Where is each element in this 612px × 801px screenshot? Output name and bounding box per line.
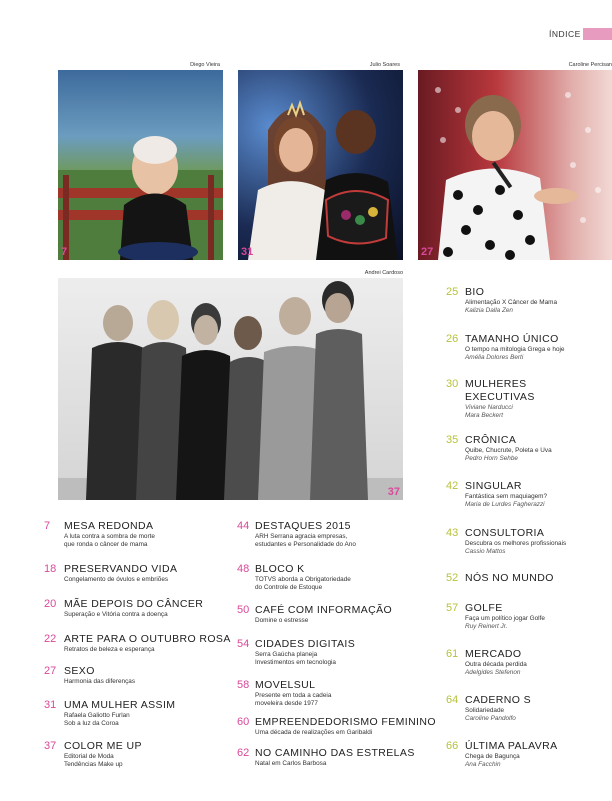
photo-credit: Diego Vieira	[190, 62, 220, 68]
photo-credit: Caroline Percisan	[568, 62, 612, 68]
toc-title: MOVELSUL	[255, 679, 316, 691]
toc-author: Pedro Horn Sehbe	[465, 455, 518, 462]
toc-page-number: 62	[237, 747, 250, 759]
toc-subtitle: Retratos de beleza e esperança	[64, 646, 155, 653]
toc-entry[interactable]	[237, 563, 437, 593]
toc-subtitle: Solidariedade	[465, 707, 505, 714]
toc-entry[interactable]	[44, 520, 229, 550]
toc-title	[465, 378, 575, 404]
toc-page-number: 27	[44, 665, 57, 677]
toc-page-number: 60	[237, 716, 250, 728]
toc-entry[interactable]	[44, 699, 229, 729]
toc-subtitle: Alimentação X Câncer de Mama	[465, 299, 557, 306]
toc-page-number: 37	[44, 740, 57, 752]
toc-subtitle: que ronda o câncer de mama	[64, 541, 148, 548]
toc-author: Adelgides Stefenon	[465, 669, 521, 676]
toc-page-number: 7	[44, 520, 51, 532]
toc-author: Viviane Narducci	[465, 404, 513, 411]
toc-title: ÚLTIMA PALAVRA	[465, 740, 558, 752]
toc-page-number: 50	[237, 604, 250, 616]
toc-page-number: 35	[446, 434, 459, 446]
photo-credit: Julio Soares	[369, 62, 400, 68]
toc-author: Cassio Mattos	[465, 548, 506, 555]
toc-subtitle: Outra década perdida	[465, 661, 527, 668]
toc-author: Amélia Dolores Berti	[465, 354, 524, 361]
toc-entry[interactable]	[446, 378, 612, 422]
toc-title: CIDADES DIGITAIS	[255, 638, 356, 650]
toc-subtitle: ARH Serrana agracia empresas,	[255, 533, 348, 540]
section-label: ÍNDICE	[549, 29, 581, 39]
toc-title: MÃE DEPOIS DO CÂNCER	[64, 598, 204, 610]
toc-title: CONSULTORIA	[465, 527, 545, 539]
toc-subtitle: Serra Gaúcha planeja	[255, 651, 318, 658]
toc-entry[interactable]	[237, 716, 437, 740]
photo-page-number: 27	[421, 246, 434, 258]
photo-illustration	[418, 70, 612, 260]
toc-entry[interactable]	[446, 434, 612, 464]
toc-subtitle: moveleira desde 1977	[255, 700, 318, 707]
photo-uma-mulher-assim	[238, 70, 403, 260]
toc-author: Ruy Reinert Jr.	[465, 623, 508, 630]
toc-author: Kalizia Dalla Zen	[465, 307, 513, 314]
toc-author: Mara Beckert	[465, 412, 504, 419]
toc-subtitle: Quibe, Chucrute, Poleta e Uva	[465, 447, 552, 454]
toc-page-number: 43	[446, 527, 459, 539]
toc-page-number: 61	[446, 648, 459, 660]
toc-subtitle: Natal em Carlos Barbosa	[255, 760, 327, 767]
toc-page-number: 64	[446, 694, 459, 706]
toc-page-number: 42	[446, 480, 459, 492]
toc-page-number: 52	[446, 572, 459, 584]
toc-title: NÓS NO MUNDO	[465, 572, 554, 584]
toc-entry[interactable]	[446, 480, 612, 510]
toc-entry[interactable]	[446, 648, 612, 678]
toc-title: TAMANHO ÚNICO	[465, 333, 559, 345]
toc-subtitle: Rafaela Galiotto Furlan	[64, 712, 130, 719]
toc-subtitle: Chega de Bagunça	[465, 753, 520, 760]
toc-entry[interactable]	[446, 602, 612, 632]
toc-author: Ana Facchin	[465, 761, 501, 768]
toc-entry[interactable]	[44, 665, 229, 689]
toc-title: UMA MULHER ASSIM	[64, 699, 176, 711]
toc-title: BLOCO K	[255, 563, 305, 575]
toc-subtitle: Fantástica sem maquiagem?	[465, 493, 548, 500]
toc-subtitle: Domine o estresse	[255, 617, 309, 624]
toc-page-number: 30	[446, 378, 459, 390]
photo-page-number: 37	[387, 486, 400, 498]
toc-page-number: 66	[446, 740, 459, 752]
toc-title: MERCADO	[465, 648, 522, 660]
toc-title: CADERNO S	[465, 694, 532, 706]
toc-title: MESA REDONDA	[64, 520, 154, 532]
toc-page-number: 54	[237, 638, 250, 650]
toc-title: GOLFE	[465, 602, 503, 614]
toc-subtitle: Editorial de Moda	[64, 753, 114, 760]
toc-entry[interactable]	[237, 604, 437, 628]
toc-subtitle: Harmonia das diferenças	[64, 678, 136, 685]
toc-entry[interactable]	[44, 563, 229, 587]
toc-page-number: 57	[446, 602, 459, 614]
toc-entry[interactable]	[446, 527, 612, 557]
photo-page-number: 31	[241, 246, 254, 258]
toc-subtitle: Uma década de realizações em Garibaldi	[255, 729, 373, 736]
photo-sexo	[418, 70, 612, 260]
photo-mesa-redonda	[58, 70, 223, 260]
photo-illustration	[58, 70, 223, 260]
toc-subtitle: A luta contra a sombra de morte	[64, 533, 155, 540]
toc-subtitle: Superação e Vitória contra a doença	[64, 611, 168, 618]
toc-entry[interactable]	[44, 740, 229, 770]
toc-entry[interactable]	[237, 520, 437, 550]
toc-entry[interactable]	[446, 286, 612, 316]
toc-page-number: 31	[44, 699, 57, 711]
toc-page-number: 44	[237, 520, 250, 532]
toc-title-text: MULHERES EXECUTIVAS	[465, 378, 535, 403]
section-accent-bar	[583, 28, 612, 40]
toc-title: SINGULAR	[465, 480, 522, 492]
toc-title: EMPREENDEDORISMO FEMININO	[255, 716, 436, 728]
toc-title: CRÔNICA	[465, 434, 517, 446]
toc-subtitle: do Controle de Estoque	[255, 584, 323, 591]
toc-entry[interactable]	[237, 747, 437, 771]
toc-title: BIO	[465, 286, 485, 298]
toc-subtitle: Tendências Make up	[64, 761, 123, 768]
toc-subtitle: Faça um político jogar Golfe	[465, 615, 545, 622]
toc-title: CAFÉ COM INFORMAÇÃO	[255, 604, 393, 616]
toc-subtitle: Presente em toda a cadeia	[255, 692, 332, 699]
photo-illustration	[238, 70, 403, 260]
toc-subtitle: Investimentos em tecnologia	[255, 659, 336, 666]
toc-subtitle: Descubra os melhores profissionais	[465, 540, 567, 547]
toc-subtitle: Congelamento de óvulos e embriões	[64, 576, 169, 583]
toc-entry[interactable]	[237, 679, 437, 709]
toc-page-number: 58	[237, 679, 250, 691]
toc-author: Maria de Lurdes Fagherazzi	[465, 501, 545, 508]
photo-credit: Andrei Cardoso	[364, 270, 403, 276]
toc-page-number: 22	[44, 633, 57, 645]
toc-title: NO CAMINHO DAS ESTRELAS	[255, 747, 415, 759]
toc-entry[interactable]	[237, 638, 437, 668]
toc-page-number: 26	[446, 333, 459, 345]
toc-entry[interactable]	[446, 694, 612, 724]
toc-page-number: 48	[237, 563, 250, 575]
toc-entry[interactable]	[44, 598, 229, 622]
photo-illustration	[58, 278, 403, 500]
toc-entry[interactable]	[44, 633, 229, 657]
toc-page-number: 25	[446, 286, 459, 298]
toc-subtitle: estudantes e Personalidade do Ano	[255, 541, 356, 548]
toc-entry[interactable]	[446, 572, 612, 586]
toc-subtitle: TOTVS aborda a Obrigatoriedade	[255, 576, 351, 583]
photo-color-me-up	[58, 278, 403, 500]
toc-entry[interactable]	[446, 333, 612, 363]
toc-title: DESTAQUES 2015	[255, 520, 351, 532]
toc-title: SEXO	[64, 665, 95, 677]
toc-page-number: 20	[44, 598, 57, 610]
photo-page-number: 7	[61, 246, 68, 258]
toc-entry[interactable]	[446, 740, 612, 770]
toc-author: Caroline Pandolfo	[465, 715, 516, 722]
toc-subtitle: O tempo na mitologia Grega e hoje	[465, 346, 565, 353]
toc-title: ARTE PARA O OUTUBRO ROSA	[64, 633, 231, 645]
toc-subtitle: Sob a luz da Coroa	[64, 720, 119, 727]
toc-page-number: 18	[44, 563, 57, 575]
toc-title: COLOR ME UP	[64, 740, 142, 752]
toc-title: PRESERVANDO VIDA	[64, 563, 178, 575]
